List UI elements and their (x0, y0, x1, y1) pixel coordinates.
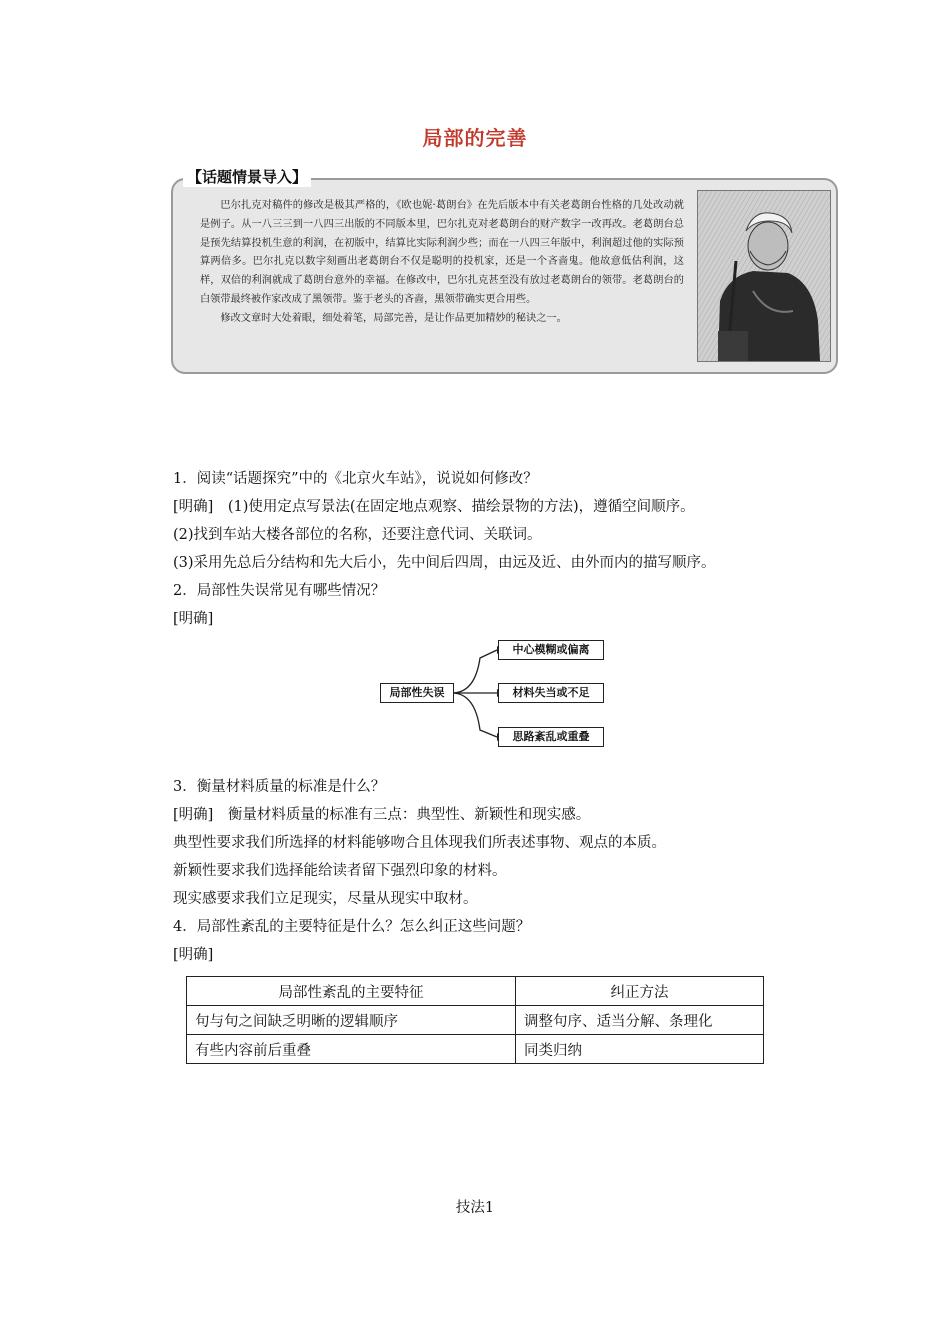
intro-label: 【话题情景导入】 (183, 166, 311, 187)
answer-1-line-3: (3)采用先总后分结构和先大后小，先中间后四周，由远及近、由外而内的描写顺序。 (173, 555, 716, 571)
answer-3-line-2: 典型性要求我们所选择的材料能够吻合且体现我们所表述事物、观点的本质。 (173, 835, 666, 851)
diagram-branch-1: 中心模糊或偏离 (498, 640, 604, 660)
answer-1-line-1: [明确] (1)使用定点写景法(在固定地点观察、描绘景物的方法)，遵循空间顺序。 (173, 499, 695, 515)
intro-paragraph-1: 巴尔扎克对稿件的修改是极其严格的，《欧也妮·葛朗台》在先后版本中有关老葛朗台性格的几处改动就是例子。从一八三三到一八四三出版的不同版本里，巴尔扎克对老葛朗台的财产数字一改再改。老葛朗台总是预先结算投机生意的利润，在初版中，结算比实际利润少些；而在一八四三年版中，利润超过他的实际预算两倍多。巴尔扎克以数字刻画出老葛朗台不仅是聪明的投机家，还是一个吝啬鬼。他故意低估利润，这样，双倍的利润就成了葛朗台意外的幸福。在修改中，巴尔扎克甚至没有放过老葛朗台的领带。老葛朗台的白领带最终被作家改成了黑领带。鉴于老头的吝啬，黑领带确实更合用些。 (200, 200, 684, 305)
answer-3-line-4: 现实感要求我们立足现实，尽量从现实中取材。 (173, 891, 478, 907)
table-row (187, 1035, 764, 1064)
table-row (187, 1006, 764, 1035)
error-types-diagram (380, 638, 610, 750)
table-cell: 同类归纳 (516, 1035, 764, 1064)
answer-4-label: [明确] (173, 947, 214, 963)
intro-text (200, 197, 684, 329)
answer-3-line-1: [明确] 衡量材料质量的标准有三点：典型性、新颖性和现实感。 (173, 807, 591, 823)
disorder-fix-table (186, 976, 764, 1064)
balzac-portrait-illustration (697, 190, 831, 362)
question-4: 4．局部性紊乱的主要特征是什么？怎么纠正这些问题？ (173, 919, 531, 935)
table-header-row (187, 977, 764, 1006)
table-cell: 有些内容前后重叠 (187, 1035, 516, 1064)
table-header-cell: 局部性紊乱的主要特征 (187, 977, 516, 1006)
answer-3-line-3: 新颖性要求我们选择能给读者留下强烈印象的材料。 (173, 863, 507, 879)
answer-1-line-2: (2)找到车站大楼各部位的名称，还要注意代词、关联词。 (173, 527, 542, 543)
diagram-branch-3: 思路紊乱或重叠 (498, 727, 604, 747)
answer-2-label: [明确] (173, 611, 214, 627)
question-2: 2．局部性失误常见有哪些情况？ (173, 583, 386, 599)
intro-paragraph-2: 修改文章时大处着眼，细处着笔，局部完善，是让作品更加精妙的秘诀之一。 (220, 312, 567, 324)
page-title: 局部的完善 (422, 126, 528, 150)
table-cell: 调整句序、适当分解、条理化 (516, 1006, 764, 1035)
question-3: 3．衡量材料质量的标准是什么？ (173, 779, 386, 795)
table-header-cell: 纠正方法 (516, 977, 764, 1006)
question-1: 1．阅读“话题探究”中的《北京火车站》，说说如何修改？ (173, 471, 538, 487)
diagram-root: 局部性失误 (380, 683, 454, 703)
page-footer: 技法1 (455, 1200, 495, 1216)
portrait-drawing (698, 191, 830, 361)
diagram-branch-2: 材料失当或不足 (498, 683, 604, 703)
table-cell: 句与句之间缺乏明晰的逻辑顺序 (187, 1006, 516, 1035)
